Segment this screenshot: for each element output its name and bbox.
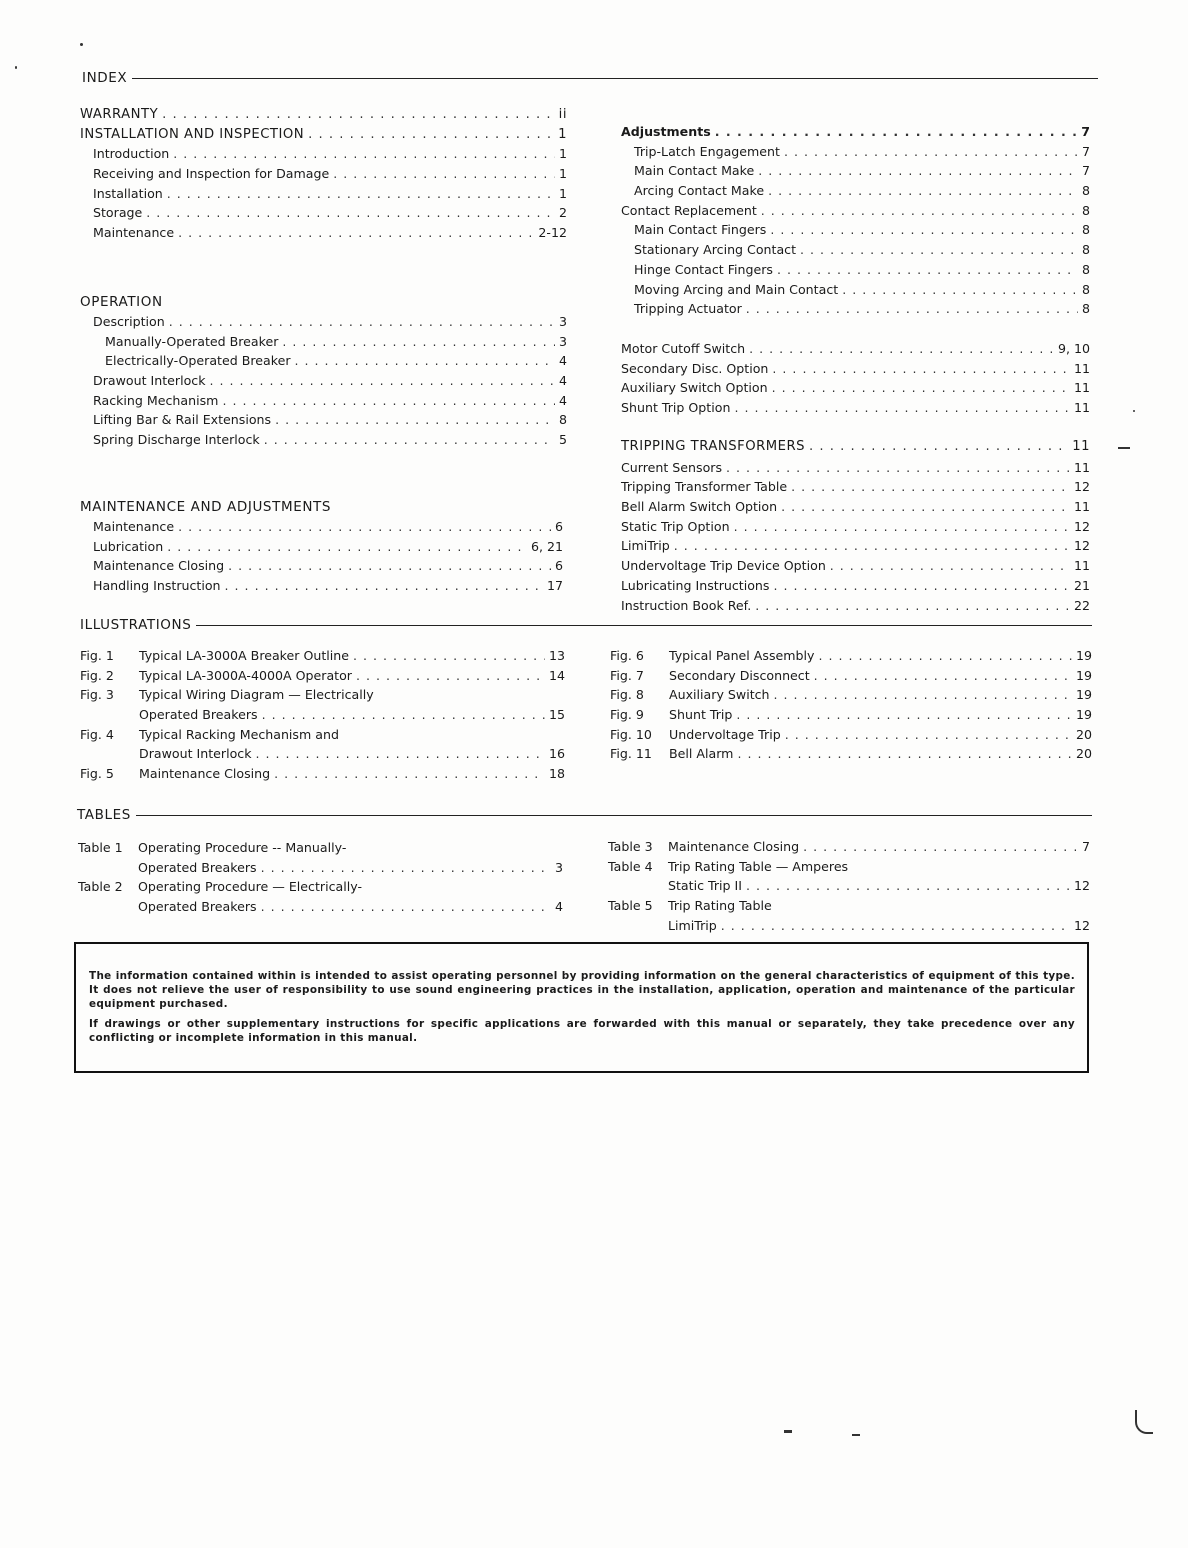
scan-speck bbox=[1133, 410, 1135, 412]
figure-number: Fig. 11 bbox=[610, 746, 652, 762]
page-number: 1 bbox=[558, 146, 567, 162]
index-entry bbox=[621, 183, 1090, 203]
table-entry bbox=[78, 879, 563, 899]
entry-label: Typical LA-3000A-4000A Operator bbox=[139, 667, 352, 683]
index-heading-bar bbox=[82, 70, 1098, 86]
scan-speck bbox=[784, 1430, 792, 1433]
index-entry bbox=[621, 400, 1090, 420]
dot-leader bbox=[734, 519, 1070, 534]
dot-leader bbox=[333, 166, 555, 181]
index-right-column-a bbox=[621, 124, 1090, 321]
index-entry bbox=[621, 519, 1090, 539]
entry-label: Description bbox=[93, 314, 165, 329]
entry-label: Operated Breakers bbox=[139, 707, 258, 723]
dot-leader bbox=[791, 479, 1070, 494]
scan-mark bbox=[1135, 1410, 1153, 1434]
index-entry bbox=[621, 203, 1090, 223]
index-entry bbox=[80, 432, 567, 452]
entry-label: Tripping Actuator bbox=[634, 301, 742, 317]
dot-leader bbox=[781, 499, 1070, 514]
page-number: 19 bbox=[1075, 687, 1092, 703]
page-number: 7 bbox=[1081, 143, 1090, 159]
entry-label: Operating Procedure -- Manually- bbox=[138, 840, 347, 855]
entry-label: Maintenance Closing bbox=[668, 839, 800, 854]
tripping-section bbox=[621, 439, 1090, 617]
table-number: Table 4 bbox=[608, 858, 653, 874]
entry-label: Handling Instruction bbox=[93, 578, 221, 594]
page-number: 2 bbox=[558, 205, 567, 221]
operation-heading-text: OPERATION bbox=[80, 294, 163, 310]
entry-label: Auxiliary Switch Option bbox=[621, 380, 768, 396]
page-number: 20 bbox=[1075, 746, 1092, 762]
tripping-heading-row bbox=[621, 439, 1090, 459]
dot-leader bbox=[774, 687, 1072, 702]
page-number: 4 bbox=[558, 392, 567, 408]
entry-label: LimiTrip bbox=[621, 538, 670, 554]
dot-leader bbox=[308, 127, 554, 142]
entry-label: Moving Arcing and Main Contact bbox=[634, 281, 839, 297]
dot-leader bbox=[162, 107, 555, 122]
entry-label: Drawout Interlock bbox=[139, 746, 252, 762]
dot-leader bbox=[264, 432, 555, 447]
maintenance-heading-text: MAINTENANCE AND ADJUSTMENTS bbox=[80, 499, 332, 515]
page-number: 6, 21 bbox=[530, 538, 563, 554]
entry-label: WARRANTY bbox=[80, 107, 159, 122]
dot-leader bbox=[167, 186, 555, 201]
figure-number: Fig. 9 bbox=[610, 707, 644, 723]
scan-speck bbox=[15, 66, 17, 69]
table-entry bbox=[608, 839, 1090, 859]
entry-label: Trip Rating Table — Amperes bbox=[668, 858, 849, 874]
page-number: 3 bbox=[558, 333, 567, 349]
page-number: 11 bbox=[1072, 439, 1090, 454]
dot-leader bbox=[178, 225, 534, 240]
dot-leader bbox=[146, 205, 555, 220]
dot-leader bbox=[275, 412, 555, 427]
page-number: 8 bbox=[1081, 281, 1090, 297]
tables-right bbox=[608, 839, 1090, 937]
figure-number: Fig. 10 bbox=[610, 726, 652, 742]
table-number: Table 2 bbox=[78, 879, 123, 895]
index-right-column-b bbox=[621, 341, 1090, 420]
dot-leader bbox=[736, 707, 1072, 722]
entry-label: Maintenance Closing bbox=[139, 766, 271, 782]
index-entry bbox=[80, 127, 567, 147]
dot-leader bbox=[749, 341, 1054, 356]
entry-label: Electrically-Operated Breaker bbox=[105, 353, 291, 369]
figure-number: Fig. 1 bbox=[80, 648, 114, 663]
index-entry bbox=[80, 166, 567, 186]
notice-paragraph-1: The information contained within is intended to assist operating personnel by providing information on the general characteristics of equipment of this type. It does not relieve the user of responsibility to use sound engineering practices in the installation, application, operation and maintenance of the particular equipment purchased. bbox=[89, 970, 1075, 1010]
index-entry bbox=[80, 412, 567, 432]
index-entry bbox=[80, 558, 563, 578]
index-entry bbox=[80, 373, 567, 393]
index-entry bbox=[621, 479, 1090, 499]
dot-leader bbox=[819, 648, 1072, 663]
figure-number: Fig. 7 bbox=[610, 667, 644, 683]
index-left-column bbox=[80, 107, 567, 245]
entry-label: LimiTrip bbox=[668, 917, 717, 933]
entry-label: Manually-Operated Breaker bbox=[105, 333, 279, 349]
dot-leader bbox=[261, 899, 551, 914]
dot-leader bbox=[228, 558, 551, 573]
dot-leader bbox=[777, 262, 1078, 277]
page-number: 13 bbox=[548, 648, 565, 663]
entry-label: Lifting Bar & Rail Extensions bbox=[93, 412, 272, 428]
scan-speck bbox=[852, 1434, 860, 1436]
entry-label: Storage bbox=[93, 205, 143, 221]
page-number: 1 bbox=[558, 166, 567, 182]
table-number: Table 1 bbox=[78, 840, 123, 855]
index-entry bbox=[621, 124, 1090, 144]
dot-leader bbox=[353, 648, 545, 663]
notice-paragraph-2: If drawings or other supplementary instructions for specific applications are forwarded with this manual or separately, they take precedence over any conflicting or incomplete information in this manual. bbox=[89, 1018, 1075, 1044]
page-number: 17 bbox=[546, 578, 563, 594]
index-entry bbox=[80, 186, 567, 206]
page-number: 8 bbox=[1081, 222, 1090, 238]
dot-leader bbox=[721, 918, 1070, 933]
index-entry bbox=[80, 539, 563, 559]
dot-leader bbox=[746, 301, 1078, 316]
page-number: 7 bbox=[1081, 163, 1090, 179]
dot-leader bbox=[784, 144, 1078, 159]
page-number: 11 bbox=[1073, 459, 1090, 475]
page-number: 22 bbox=[1073, 597, 1090, 613]
page-number: 7 bbox=[1081, 839, 1090, 854]
page-number: 11 bbox=[1073, 400, 1090, 416]
illustrations-left bbox=[80, 648, 565, 786]
illustrations-heading: ILLUSTRATIONS bbox=[80, 617, 192, 633]
illustration-entry bbox=[80, 687, 565, 707]
dot-leader bbox=[256, 746, 545, 761]
dot-leader bbox=[210, 373, 555, 388]
index-entry bbox=[621, 301, 1090, 321]
entry-label: Drawout Interlock bbox=[93, 373, 206, 389]
dot-leader bbox=[773, 578, 1070, 593]
entry-label: Trip Rating Table bbox=[668, 898, 772, 914]
dot-leader bbox=[282, 334, 555, 349]
illustration-entry bbox=[610, 727, 1092, 747]
table-entry bbox=[608, 878, 1090, 898]
page-number: 11 bbox=[1073, 558, 1090, 574]
entry-label: Shunt Trip Option bbox=[621, 400, 731, 416]
page-number: 8 bbox=[1081, 301, 1090, 317]
dot-leader bbox=[830, 558, 1070, 573]
dot-leader bbox=[726, 460, 1070, 475]
index-entry bbox=[621, 262, 1090, 282]
dot-leader bbox=[772, 380, 1070, 395]
dot-leader bbox=[800, 242, 1078, 257]
dot-leader bbox=[178, 519, 551, 534]
figure-number: Fig. 6 bbox=[610, 648, 644, 663]
dot-leader bbox=[761, 203, 1078, 218]
page-number: 4 bbox=[558, 353, 567, 369]
illustrations-heading-bar bbox=[80, 617, 1092, 633]
page-number: 5 bbox=[558, 432, 567, 448]
illustration-entry bbox=[610, 687, 1092, 707]
table-entry bbox=[608, 898, 1090, 918]
dot-leader bbox=[809, 439, 1068, 454]
figure-number: Fig. 3 bbox=[80, 687, 114, 703]
index-entry bbox=[80, 519, 563, 539]
table-entry bbox=[608, 918, 1090, 938]
dot-leader bbox=[768, 183, 1078, 198]
page-number: 3 bbox=[558, 314, 567, 329]
illustration-entry bbox=[80, 766, 565, 786]
entry-label: Undervoltage Trip bbox=[669, 726, 781, 742]
entry-label: Adjustments bbox=[621, 124, 711, 139]
page-number: 11 bbox=[1073, 499, 1090, 515]
operation-list bbox=[80, 314, 567, 452]
dot-leader bbox=[803, 839, 1078, 854]
index-entry bbox=[80, 314, 567, 334]
entry-label: Static Trip Option bbox=[621, 518, 730, 534]
illustration-entry bbox=[80, 648, 565, 668]
illustration-entry bbox=[80, 707, 565, 727]
page-number: 12 bbox=[1073, 479, 1090, 495]
index-entry bbox=[621, 361, 1090, 381]
tables-heading: TABLES bbox=[77, 807, 131, 823]
entry-label: Undervoltage Trip Device Option bbox=[621, 558, 826, 574]
page-number: 8 bbox=[1081, 242, 1090, 258]
entry-label: Operating Procedure — Electrically- bbox=[138, 879, 362, 895]
dot-leader bbox=[169, 314, 555, 329]
page-number: 1 bbox=[558, 126, 567, 142]
table-number: Table 3 bbox=[608, 839, 653, 854]
entry-label: Lubrication bbox=[93, 538, 164, 554]
page-number: 1 bbox=[558, 185, 567, 201]
dot-leader bbox=[734, 400, 1070, 415]
illustration-entry bbox=[610, 668, 1092, 688]
page-number: 19 bbox=[1075, 707, 1092, 723]
page-number: 19 bbox=[1075, 667, 1092, 683]
entry-label: Stationary Arcing Contact bbox=[634, 242, 797, 258]
table-entry bbox=[78, 860, 563, 880]
page-number: 12 bbox=[1073, 518, 1090, 534]
page-number: 12 bbox=[1073, 538, 1090, 554]
dot-leader bbox=[770, 222, 1078, 237]
operation-heading bbox=[80, 294, 163, 310]
page-number: 4 bbox=[554, 899, 563, 915]
entry-label: Maintenance Closing bbox=[93, 558, 225, 574]
figure-number: Fig. 4 bbox=[80, 726, 114, 742]
dot-leader bbox=[737, 746, 1072, 761]
entry-label: Secondary Disconnect bbox=[669, 667, 810, 683]
index-heading: INDEX bbox=[82, 70, 128, 86]
entry-label: Arcing Contact Make bbox=[634, 183, 765, 199]
notice-box bbox=[74, 942, 1089, 1073]
dot-leader bbox=[755, 598, 1070, 613]
entry-label: Contact Replacement bbox=[621, 202, 757, 218]
index-entry bbox=[621, 341, 1090, 361]
page-number: 8 bbox=[1081, 261, 1090, 277]
entry-label: Bell Alarm Switch Option bbox=[621, 499, 778, 515]
page-number: 20 bbox=[1075, 726, 1092, 742]
entry-label: Spring Discharge Interlock bbox=[93, 432, 260, 448]
entry-label: Typical Panel Assembly bbox=[669, 648, 815, 663]
dot-leader bbox=[274, 766, 545, 781]
page-number: 16 bbox=[548, 746, 565, 762]
index-entry bbox=[80, 107, 567, 127]
dot-leader bbox=[167, 539, 527, 554]
page-number: 6 bbox=[554, 558, 563, 574]
page-number: 6 bbox=[554, 519, 563, 534]
index-entry bbox=[621, 144, 1090, 164]
dot-leader bbox=[261, 860, 551, 875]
index-entry bbox=[621, 460, 1090, 480]
tables-heading-bar bbox=[77, 807, 1092, 823]
illustration-entry bbox=[80, 746, 565, 766]
entry-label: Operated Breakers bbox=[138, 859, 257, 875]
illustration-entry bbox=[80, 668, 565, 688]
page-number: 4 bbox=[558, 373, 567, 389]
dot-leader bbox=[772, 361, 1070, 376]
entry-label: Receiving and Inspection for Damage bbox=[93, 166, 330, 182]
entry-label: Tripping Transformer Table bbox=[621, 479, 788, 495]
figure-number: Fig. 8 bbox=[610, 687, 644, 703]
index-entry bbox=[80, 334, 567, 354]
table-number: Table 5 bbox=[608, 898, 653, 914]
index-entry bbox=[621, 578, 1090, 598]
illustration-entry bbox=[610, 648, 1092, 668]
dot-leader bbox=[295, 353, 555, 368]
entry-label: Main Contact Make bbox=[634, 163, 755, 179]
index-entry bbox=[621, 222, 1090, 242]
illustration-entry bbox=[610, 746, 1092, 766]
entry-label: Typical Racking Mechanism and bbox=[139, 726, 339, 742]
entry-label: Lubricating Instructions bbox=[621, 577, 770, 593]
dot-leader bbox=[173, 146, 555, 161]
entry-label: Instruction Book Ref. bbox=[621, 597, 752, 613]
illustrations-rule bbox=[196, 625, 1092, 626]
index-entry bbox=[621, 598, 1090, 618]
dot-leader bbox=[674, 538, 1070, 553]
index-entry bbox=[80, 225, 567, 245]
index-entry bbox=[80, 205, 567, 225]
index-entry bbox=[80, 353, 567, 373]
illustration-entry bbox=[80, 727, 565, 747]
page-number: 8 bbox=[1081, 183, 1090, 199]
page-number: 9, 10 bbox=[1057, 341, 1090, 356]
page-number: 11 bbox=[1073, 360, 1090, 376]
page-number: 3 bbox=[554, 859, 563, 875]
table-entry bbox=[608, 859, 1090, 879]
scan-speck bbox=[1118, 447, 1130, 449]
table-entry bbox=[78, 840, 563, 860]
entry-label: Main Contact Fingers bbox=[634, 222, 767, 238]
page-number: 12 bbox=[1073, 878, 1090, 894]
entry-label: Secondary Disc. Option bbox=[621, 360, 769, 376]
page-number: 7 bbox=[1081, 124, 1090, 139]
index-entry bbox=[80, 393, 567, 413]
dot-leader bbox=[842, 282, 1078, 297]
dot-leader bbox=[715, 124, 1078, 139]
maintenance-heading bbox=[80, 499, 331, 515]
index-entry bbox=[621, 499, 1090, 519]
entry-label: Maintenance bbox=[93, 519, 175, 534]
entry-label: Trip-Latch Engagement bbox=[634, 143, 780, 159]
index-entry bbox=[621, 163, 1090, 183]
index-entry bbox=[621, 282, 1090, 302]
page-number: 14 bbox=[548, 667, 565, 683]
index-entry bbox=[621, 558, 1090, 578]
index-entry bbox=[621, 538, 1090, 558]
page-number: 18 bbox=[548, 766, 565, 782]
index-entry bbox=[621, 380, 1090, 400]
page-number: 12 bbox=[1073, 917, 1090, 933]
entry-label: INSTALLATION AND INSPECTION bbox=[80, 126, 305, 142]
figure-number: Fig. 5 bbox=[80, 766, 114, 782]
entry-label: Maintenance bbox=[93, 225, 175, 241]
entry-label: Bell Alarm bbox=[669, 746, 734, 762]
figure-number: Fig. 2 bbox=[80, 667, 114, 683]
scan-speck bbox=[80, 43, 83, 46]
dot-leader bbox=[746, 878, 1070, 893]
entry-label: Racking Mechanism bbox=[93, 392, 219, 408]
entry-label: TRIPPING TRANSFORMERS bbox=[621, 439, 805, 454]
dot-leader bbox=[262, 707, 545, 722]
index-entry bbox=[80, 578, 563, 598]
illustrations-right bbox=[610, 648, 1092, 766]
maintenance-list bbox=[80, 519, 563, 598]
entry-label: Typical Wiring Diagram — Electrically bbox=[139, 687, 374, 703]
dot-leader bbox=[785, 727, 1072, 742]
page-number: ii bbox=[558, 107, 567, 122]
page-number: 8 bbox=[1081, 202, 1090, 218]
page-number: 21 bbox=[1073, 577, 1090, 593]
entry-label: Shunt Trip bbox=[669, 707, 733, 723]
page-number: 2-12 bbox=[538, 225, 567, 241]
entry-label: Auxiliary Switch bbox=[669, 687, 770, 703]
table-entry bbox=[78, 899, 563, 919]
dot-leader bbox=[814, 668, 1072, 683]
index-entry bbox=[621, 242, 1090, 262]
page-number: 19 bbox=[1075, 648, 1092, 663]
entry-label: Installation bbox=[93, 185, 163, 201]
tables-left bbox=[78, 840, 563, 919]
dot-leader bbox=[222, 393, 555, 408]
dot-leader bbox=[758, 163, 1078, 178]
entry-label: Current Sensors bbox=[621, 459, 723, 475]
tables-rule bbox=[136, 815, 1092, 816]
entry-label: Typical LA-3000A Breaker Outline bbox=[139, 648, 350, 663]
page-number: 8 bbox=[558, 412, 567, 428]
entry-label: Static Trip II bbox=[668, 878, 742, 894]
entry-label: Introduction bbox=[93, 146, 170, 162]
entry-label: Hinge Contact Fingers bbox=[634, 261, 773, 277]
dot-leader bbox=[356, 668, 545, 683]
index-rule bbox=[132, 78, 1098, 79]
illustration-entry bbox=[610, 707, 1092, 727]
entry-label: Operated Breakers bbox=[138, 899, 257, 915]
index-entry bbox=[80, 146, 567, 166]
dot-leader bbox=[225, 578, 543, 593]
entry-label: Motor Cutoff Switch bbox=[621, 341, 746, 356]
page-number: 15 bbox=[548, 707, 565, 723]
page-number: 11 bbox=[1073, 380, 1090, 396]
